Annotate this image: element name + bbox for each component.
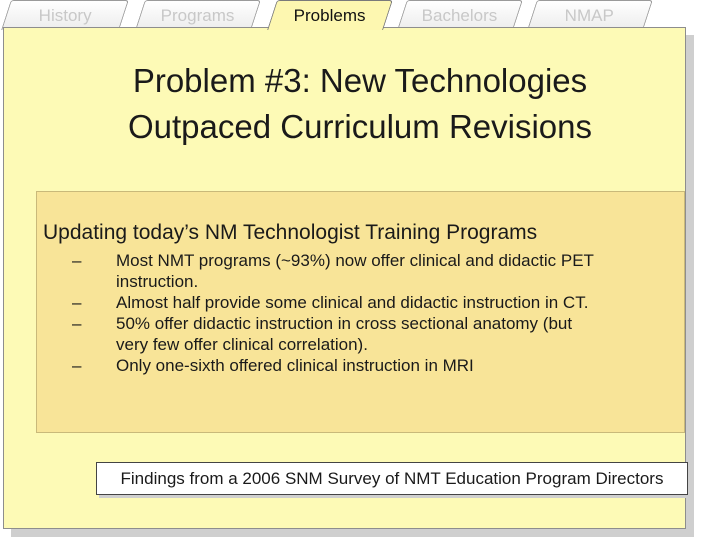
bullet-dash: –	[72, 251, 82, 270]
bullet-text-line-2: instruction.	[116, 272, 199, 291]
bullet-text-line-2: very few offer clinical correlation).	[116, 335, 368, 354]
bullet-item	[72, 250, 672, 292]
bullet-item	[72, 355, 672, 376]
tab-problems-label: Problems	[293, 6, 366, 25]
tab-bachelors[interactable]	[397, 0, 523, 30]
bullet-text-line-1: Most NMT programs (~93%) now offer clinical and didactic PET	[116, 251, 594, 270]
tab-nmap[interactable]	[527, 0, 653, 30]
bullet-dash: –	[72, 293, 82, 312]
content-heading: Updating today’s NM Technologist Training Programs	[43, 221, 538, 244]
bullet-list	[72, 250, 672, 376]
slide-title	[0, 58, 720, 150]
tab-programs[interactable]	[135, 0, 261, 30]
bullet-text-line-1: Almost half provide some clinical and didactic instruction in CT.	[116, 293, 589, 312]
bullet-dash: –	[72, 314, 82, 333]
tab-programs-label: Programs	[160, 6, 235, 25]
bullet-item	[72, 292, 672, 313]
slide-title-line-2: Outpaced Curriculum Revisions	[127, 108, 592, 145]
tab-bachelors-label: Bachelors	[421, 6, 498, 25]
bullet-dash: –	[72, 356, 82, 375]
tab-history-label: History	[38, 6, 92, 25]
tab-history[interactable]	[1, 0, 129, 30]
bullet-text-line-1: 50% offer didactic instruction in cross sectional anatomy (but	[116, 314, 573, 333]
findings-caption: Findings from a 2006 SNM Survey of NMT Education Program Directors	[96, 462, 688, 495]
tab-nmap-label: NMAP	[565, 6, 615, 25]
tab-problems[interactable]	[267, 0, 393, 30]
slide-title-line-1: Problem #3: New Technologies	[132, 62, 588, 99]
bullet-item	[72, 313, 672, 355]
bullet-text-line-1: Only one-sixth offered clinical instruction in MRI	[116, 356, 474, 375]
